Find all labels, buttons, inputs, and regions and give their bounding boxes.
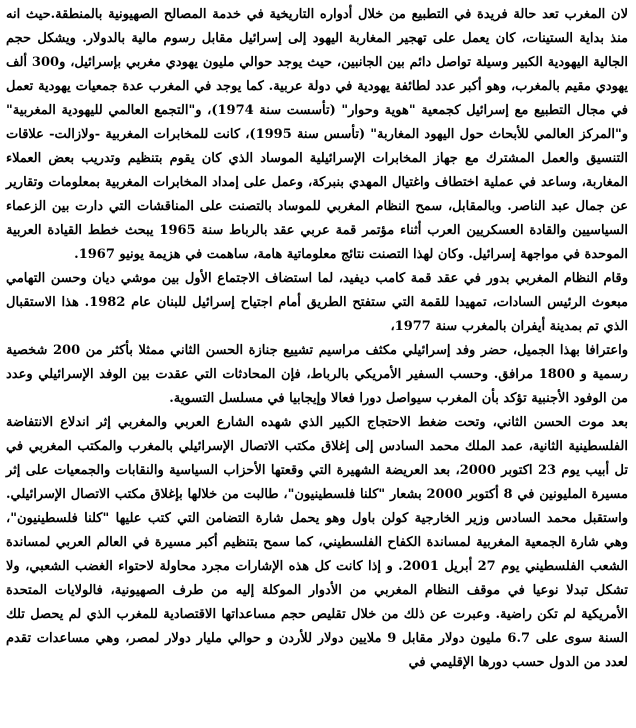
paragraph-camp-david-role: وقام النظام المغربي بدور في عقد قمة كامب ديفيد، لما استضاف الاجتماع الأول بين موشي ديان وحسن التهامي مبعوث الرئيس السادات، تمهيدا للقمة التي ستفتح الطريق أمام اجتياح إسرائيل للبنان عام 1982. هذا الاستقبال الذي تم بمدينة أيفران بالمغرب سنة 1977، — [6, 271, 629, 334]
paragraph-morocco-normalization-history: لان المغرب تعد حالة فريدة في التطبيع من خلال أدواره التاريخية في خدمة المصالح الصهيونية بالمنطقة.حيث انه منذ بداية الستينات، كان يعمل على تهجير المغاربة اليهود إلى إسرائيل مقابل رسوم مالية بالدولار. ويشكل حجم الجالية اليهودية الكبير وسيلة تواصل دائم بين الجانبين، حيث يوجد حوالي مليون يهودي مغربي بإسرائيل، و300 ألف يهودي مقيم بالمغرب، وهو أكبر عدد لطائفة يهودية في دولة عربية. كما يوجد في المغرب عدة جمعيات يهودية تعمل في مجال التطبيع مع إسرائيل كجمعية "هوية وحوار" (تأسست سنة 1974)، و"التجمع العالمي لليهودية المغربية" و"المركز العالمي للأبحاث حول اليهود المغاربة" (تأسس سنة 1995)، كانت للمخابرات المغربية -ولازالت- علاقات التنسيق والعمل المشترك مع جهاز المخابرات الإسرائيلية الموساد الذي كان يقوم بتنظيم وتدريب بعض العملاء المغاربة، وساعد في عملية اختطاف واغتيال المهدي بنبركة، وعمل على إمداد المخابرات المغربية بمعلومات وتقارير عن جمال عبد الناصر. وبالمقابل، سمح النظام المغربي للموساد بالتصنت على المناقشات التي دارت بين الزعماء السياسيين والقادة العسكريين العرب أثناء مؤتمر قمة عربي عقد بالرباط سنة 1965 يبحث خطط القيادة العربية الموحدة في مواجهة إسرائيل. وكان لهذا التصنت نتائج معلوماتية هامة، ساهمت في هزيمة يونيو 1967. — [6, 7, 629, 262]
paragraph-funeral-delegation: واعترافا بهذا الجميل، حضر وفد إسرائيلي مكثف مراسيم تشييع جنازة الحسن الثاني ممثلا بأكثر من 200 شخصية رسمية و 1800 مرافق. وحسب السفير الأمريكي بالرباط، فإن المحادثات التي عقدت بين الوفد الإسرائيلي وعدد من الوفود الأجنبية تؤكد بأن المغرب سيواصل دورا فعالا وإيجابيا في مسلسل التسوية. — [6, 343, 628, 406]
paragraph-liaison-office-closure: بعد موت الحسن الثاني، وتحت ضغط الاحتجاج الكبير الذي شهده الشارع العربي والمغربي إثر اندلاع الانتفاضة الفلسطينية الثانية، عمد الملك محمد السادس إلى إغلاق مكتب الاتصال الإسرائيلي بالمغرب والمكتب المغربي في تل أبيب يوم 23 اكتوبر 2000، بعد العريضة الشهيرة التي وقعتها الأحزاب السياسية والنقابات والجمعيات على إثر مسيرة المليونين في 8 أكتوبر 2000 بشعار "كلنا فلسطينيون"، طالبت من خلالها بإغلاق مكتب الاتصال الإسرائيلي. واستقبل محمد السادس وزير الخارجية كولن باول وهو يحمل شارة التضامن التي كتب عليها "كلنا فلسطينيون"، وهي شارة الجمعية المغربية لمساندة الكفاح الفلسطيني، كما سمح بتنظيم أكبر مسيرة في العالم العربي لمساندة الشعب الفلسطيني يوم 27 أبريل 2001. و إذا كانت كل هذه الإشارات مجرد محاولة لاحتواء الغضب الشعبي، ولا تشكل تبدلا نوعيا في موقف النظام المغربي من الأدوار الموكلة إليه من طرف الصهيونية، فالولايات المتحدة الأمريكية لم تكن راضية. وعبرت عن ذلك من خلال تقليص حجم مساعداتها الاقتصادية للمغرب الذي لم يحصل تلك السنة سوى على 6.7 مليون دولار مقابل 9 ملايين دولار للأردن و حوالي مليار دولار لمصر، وهي مساعدات تقدم لعدد من الدول حسب دورها الإقليمي في — [6, 415, 629, 670]
